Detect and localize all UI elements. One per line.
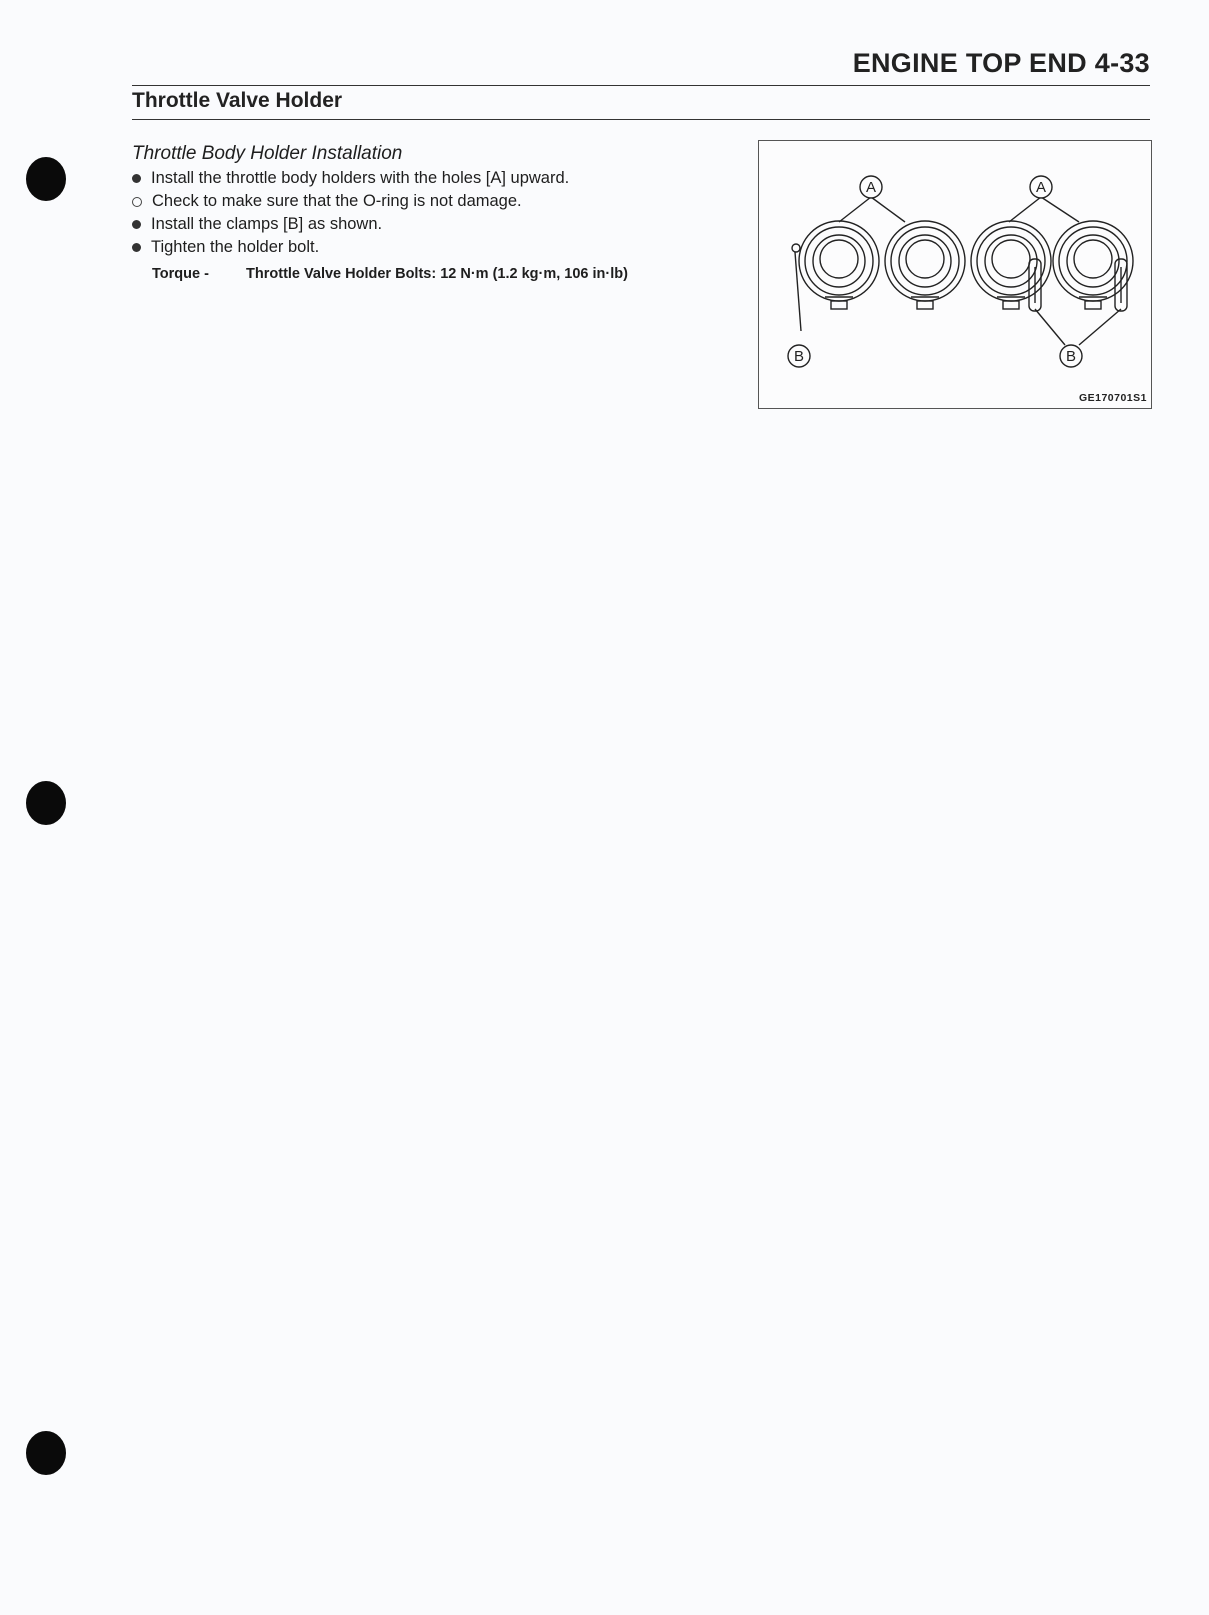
figure-code: GE170701S1: [1078, 392, 1147, 404]
procedure-step: [132, 213, 732, 236]
step-text: Install the throttle body holders with the holes [A] upward.: [151, 169, 570, 187]
throttle-holder-2: [885, 221, 965, 309]
step-text: Install the clamps [B] as shown.: [151, 215, 383, 233]
callout-a-label: A: [1035, 179, 1047, 196]
torque-value: Throttle Valve Holder Bolts: 12 N·m (1.2 kg·m, 106 in·lb): [246, 266, 628, 282]
punch-hole-top: [26, 157, 66, 201]
punch-hole-bottom: [26, 1431, 66, 1475]
procedure: [132, 143, 732, 282]
bullet-filled-icon: [132, 220, 141, 229]
torque-label: Torque -: [152, 266, 209, 282]
page-header: ENGINE TOP END 4-33: [852, 48, 1150, 78]
throttle-holder-illustration: [759, 141, 1151, 408]
punch-hole-middle: [26, 781, 66, 825]
procedure-step: [132, 190, 732, 213]
bullet-hollow-icon: [132, 197, 142, 207]
section-title: Throttle Valve Holder: [132, 89, 343, 112]
callout-b-label: B: [1065, 348, 1077, 365]
throttle-holder-3: [971, 221, 1051, 311]
procedure-step: [132, 167, 732, 190]
callout-b-label: B: [793, 348, 805, 365]
figure-throttle-holders: [758, 140, 1152, 409]
procedure-step: [132, 236, 732, 259]
section-rule: [132, 119, 1150, 120]
step-text: Tighten the holder bolt.: [151, 238, 320, 256]
procedure-subheading: Throttle Body Holder Installation: [132, 143, 403, 164]
torque-spec: [152, 266, 732, 282]
header-rule: [132, 85, 1150, 86]
step-text: Check to make sure that the O-ring is not damage.: [152, 192, 522, 210]
throttle-holder-1: [792, 221, 879, 309]
throttle-holder-4: [1053, 221, 1133, 311]
bullet-filled-icon: [132, 174, 141, 183]
bullet-filled-icon: [132, 243, 141, 252]
callout-a-label: A: [865, 179, 877, 196]
